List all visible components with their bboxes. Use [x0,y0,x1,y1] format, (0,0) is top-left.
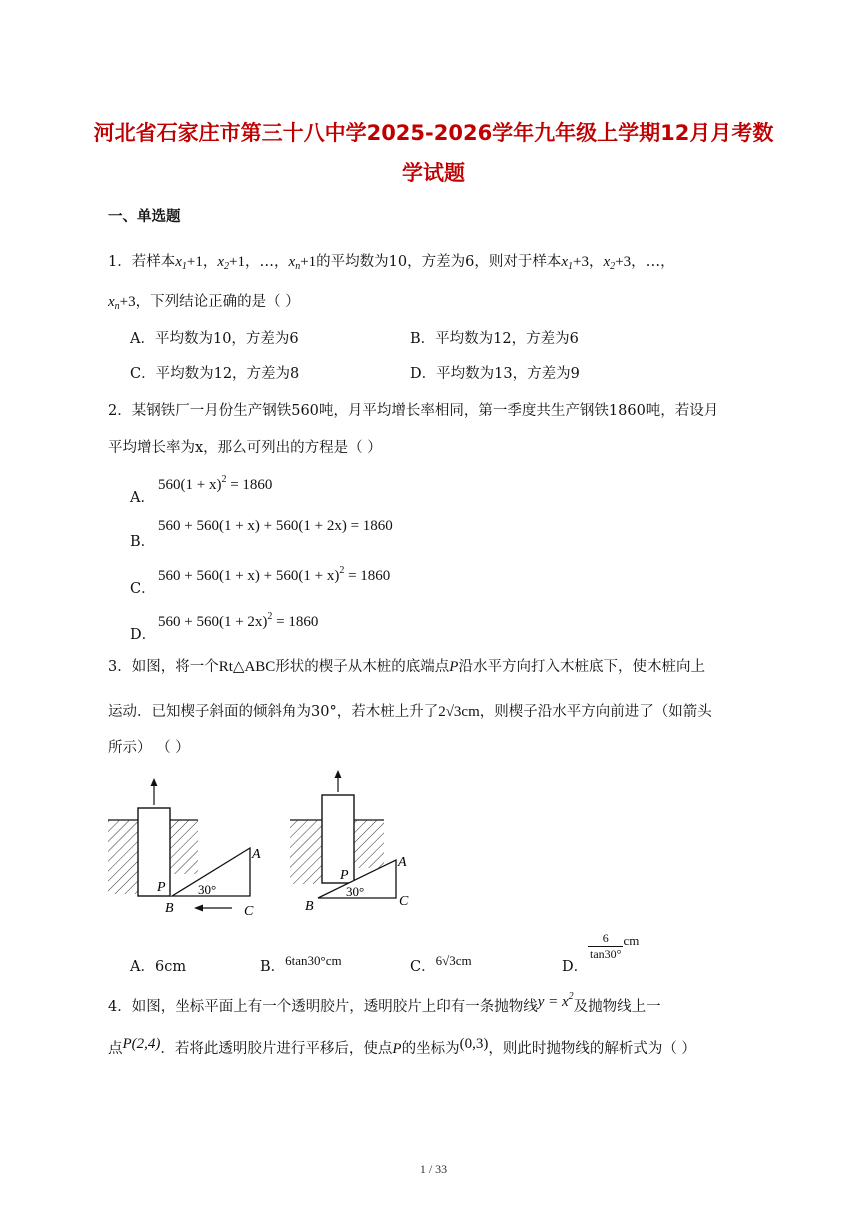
label-b-2: B [305,899,314,914]
q4-parabola-eq [537,991,574,1010]
q1-sub2: 2 [224,261,230,272]
q3-rise-value: 2√3cm [438,704,480,720]
ground-hatch-right [170,820,198,874]
q2-eqC-sup: 2 [339,565,345,576]
q3-option-c-label: C． [410,959,436,975]
q3-text-b: 形状的楔子从木桩的底端点 [275,659,450,675]
q3-option-d-numerator: 6 [588,931,623,947]
q1-option-b[interactable]: B．平均数为12，方差为6 [410,331,579,347]
q4-line2-c: 的坐标为 [401,1041,460,1057]
q3-line3: 所示） （ ） [108,740,190,756]
q2-option-d-equation[interactable] [158,611,318,631]
q2-option-c-label[interactable]: C． [130,581,156,597]
q1-term4: x [561,254,569,270]
q3-option-a[interactable]: A．6cm [130,959,187,975]
q1-term1: x [175,254,182,270]
q2-option-a-equation[interactable] [158,474,272,494]
q2-line2: 平均增长率为x，那么可列出的方程是（ ） [108,440,382,456]
q3-option-c[interactable] [410,955,472,976]
q3-option-d-denominator: tan30° [590,947,622,961]
section-heading: 一、单选题 [108,209,181,225]
q3-option-b-label: B． [260,959,286,975]
q2-option-c-equation[interactable] [158,565,390,585]
angle-label: 30° [198,882,217,897]
q3-option-d-label: D． [562,959,589,975]
q1-term3: x [288,254,296,270]
q4-eq-main: y = x [537,994,569,1010]
q1-line2 [108,290,300,312]
q2-eqA-sup: 2 [221,474,227,485]
q4-line2 [108,1037,696,1058]
q2-option-d-label[interactable]: D． [130,627,157,643]
q1-plus1: +1 [186,254,203,270]
q4-point-p: P(2,4) [122,1036,161,1052]
document-title-line2: 学试题 [402,161,465,185]
figure-left [108,778,261,919]
q4-number: 4． [108,999,132,1015]
q4-line2-b: ．若将此透明胶片进行平移后，使点 [160,1041,393,1057]
q1-plus5: +3 [615,254,632,270]
q3-option-d-expression[interactable] [588,931,639,962]
q1-plus3: +1 [300,254,317,270]
q4-text-b: 及抛物线上一 [573,999,661,1015]
figure-right [290,770,409,914]
q3-rt-triangle: Rt△ABC [218,659,276,675]
label-p: P [157,880,166,895]
q1-plus2: +1 [229,254,246,270]
q2-eqC-main: 560 + 560(1 + x) + 560(1 + x) [158,568,340,584]
q2-line1 [108,399,718,420]
q1-sub3: n [295,261,301,272]
page-number: 1 / 33 [419,1162,448,1176]
q1-plus4: +3 [573,254,589,270]
q3-option-b[interactable] [260,955,342,976]
q3-line2-b: ，则楔子沿水平方向前进了（如箭头 [479,704,712,720]
q1-term2: x [217,254,225,270]
q3-text-a: 如图，将一个 [131,659,219,675]
q4-p-letter: P [392,1041,402,1057]
document-title-line1: 河北省石家庄市第三十八中学2025-2026学年九年级上学期12月月考数 [93,121,774,145]
q3-line1 [108,655,705,676]
q4-line1 [108,991,661,1016]
q1-option-c[interactable]: C．平均数为12，方差为8 [130,366,300,382]
q1-sub5: 2 [610,261,616,272]
q3-option-d-fraction [588,931,623,962]
q1-sub4: 1 [568,261,574,272]
q3-option-d[interactable] [562,955,588,976]
label-c-2: C [399,894,409,909]
q2-option-b-label[interactable]: B． [130,534,156,550]
q1-text-b: 的平均数为10，方差为6，则对于样本 [316,254,562,270]
q3-line2 [108,700,712,721]
label-b: B [165,901,174,916]
q1-dots2: ，…， [631,254,675,270]
q1-text-a: 若样本 [131,254,176,270]
label-a: A [252,847,261,862]
q2-eqC-rhs: = 1860 [344,568,391,584]
q3-line2-a: 运动．已知楔子斜面的倾斜角为30°，若木桩上升了 [108,704,439,720]
q1-sub1: 1 [181,261,187,272]
up-arrow-icon-2 [335,770,342,778]
q3-text-c: 沿水平方向打入木桩底下，使木桩向上 [458,659,705,675]
q4-point-new: (0,3) [459,1036,489,1052]
q1-line1 [108,250,675,272]
q3-option-d-unit: cm [623,933,640,948]
q1-text-c: ，下列结论正确的是（ ） [135,294,300,310]
q3-option-b-value: 6tan30°cm [285,953,342,968]
q2-eqD-main: 560 + 560(1 + 2x) [158,614,268,630]
label-c: C [244,904,254,919]
q4-line2-d: ，则此时抛物线的解析式为（ ） [488,1041,696,1057]
q3-point-p: P [449,659,459,675]
q4-line2-a: 点 [108,1041,123,1057]
label-p-2: P [340,868,349,883]
q2-option-a-label[interactable]: A． [130,490,155,506]
q2-eqA-main: 560(1 + x) [158,477,222,493]
q1-dots1: ，…， [245,254,289,270]
q1-plus6: +3 [119,294,136,310]
left-arrow-icon [194,905,203,912]
q2-number: 2． [108,403,132,419]
up-arrow-icon [151,778,158,786]
q2-eqA-rhs: = 1860 [226,477,273,493]
ground-hatch-right-2 [354,820,384,868]
q2-option-b-equation[interactable]: 560 + 560(1 + x) + 560(1 + 2x) = 1860 [158,518,393,534]
q1-term6: x [108,294,115,310]
q2-eqD-rhs: = 1860 [272,614,319,630]
q1-number: 1． [108,254,132,270]
q4-text-a: 如图，坐标平面上有一个透明胶片，透明胶片上印有一条抛物线 [131,999,538,1015]
q1-sep1: ， [202,254,218,270]
q1-term5: x [603,254,611,270]
q4-eq-sup: 2 [568,991,574,1002]
wooden-stake-raised [322,795,354,883]
q3-number: 3． [108,659,132,675]
q3-wedge-figure [100,770,430,920]
ground-hatch-left [108,820,138,894]
q1-sep2: ， [588,254,604,270]
q1-option-a[interactable]: A．平均数为10，方差为6 [130,331,299,347]
q2-text-line1: 某钢铁厂一月份生产钢铁560吨，月平均增长率相同，第一季度共生产钢铁1860吨，若设月 [131,403,719,419]
label-a-2: A [398,855,407,870]
q1-option-d[interactable]: D．平均数为13，方差为9 [410,366,580,382]
q2-eqD-sup: 2 [267,611,273,622]
ground-hatch-left-2 [290,820,322,884]
q3-option-c-value: 6√3cm [435,953,472,968]
q1-sub6: n [114,301,120,312]
angle-label-2: 30° [346,884,365,899]
